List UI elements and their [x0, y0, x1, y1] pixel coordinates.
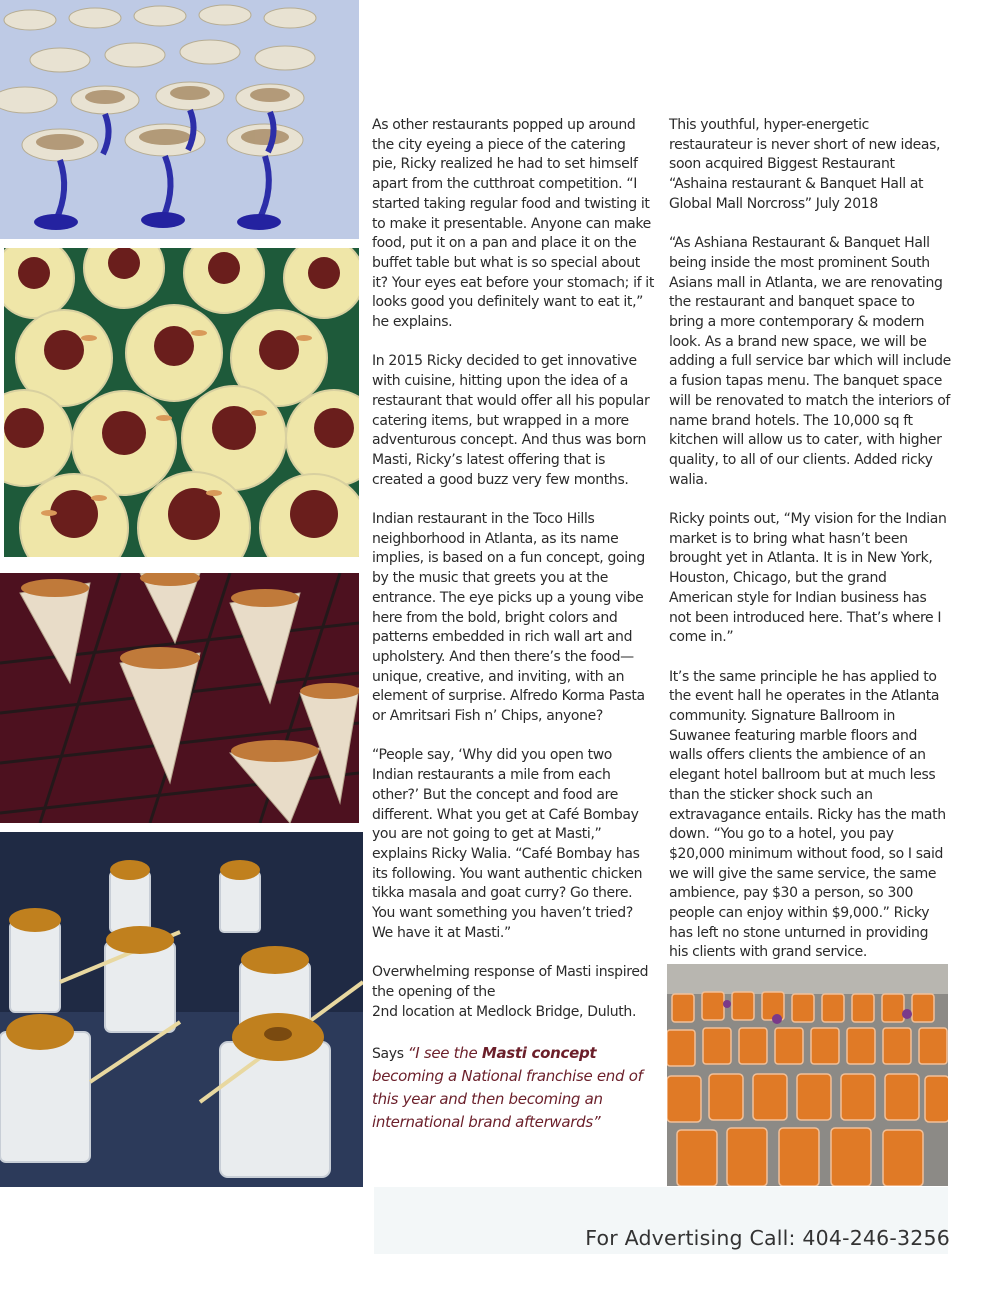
dessert-cups-photo [0, 0, 359, 239]
left-text-column [372, 116, 654, 1154]
right-paragraph-4: It’s the same principle he has applied to the event hall he operates in the Atlanta community. Signature Ballroom in Suwanee featuring marble floors and walls offers clients the ambience of an elegant hotel ballroom but at much less than the sticker shock such an extravagance entails. Ricky has the math down. “You go to a hotel, you pay $20,000 minimum without food, so I said we will give the same service, the same ambience, pay $30 a person, so 300 people can enjoy within $9,000.” Ricky has left no stone unturned in providing his clients with grand service. [669, 668, 946, 961]
quote-paragraph [372, 1042, 654, 1134]
right-paragraph-3: Ricky points out, “My vision for the Indian market is to bring what hasn’t been brought yet in Atlanta. It is in New York, Houston, Chicago, but the grand American style for Indian business has not been introduced here. That’s where I come in.” [669, 511, 947, 646]
right-paragraph-2: “As Ashiana Restaurant & Banquet Hall being inside the most prominent South Asians mall in Atlanta, we are renovating the restaurant and banquet space to bring a more contemporary & modern look. As a brand new space, we will be adding a full service bar which will include a fusion tapas menu. The banquet space will be renovated to match the interiors of name brand hotels. The 10,000 sq ft kitchen will allow us to cater, with higher quality, to all of our clients. Added ricky walia. [669, 235, 951, 488]
skewer-shots-photo [0, 832, 363, 1187]
juice-glasses-photo [667, 964, 948, 1186]
quote-part-a: “I see the [407, 1043, 482, 1062]
left-paragraph-5a: Overwhelming response of Masti inspired the opening of the [372, 964, 649, 1000]
left-paragraph-1: As other restaurants popped up around the city eyeing a piece of the catering pie, Ricky realized he had to set himself apart from the cutthroat competition. “I started taking regular food and twisting it to make it presentable. Anyone can make food, put it on a pan and place it on the buffet table but what is so special about it? Your eyes eat before your stomach; if it looks good you definitely want to eat it,” he explains. [372, 117, 654, 331]
quote-emphasis: Masti concept [481, 1043, 597, 1062]
advertising-call-text: For Advertising Call: 404-246-3256 [585, 1226, 950, 1250]
left-paragraph-4: “People say, ‘Why did you open two Indian restaurants a mile from each other?’ But the concept and food are different. What you get at Café Bombay you are not going to get at Masti,” explains Ricky Walia. “Café Bombay has its following. You want authentic chicken tikka masala and goat curry? Go there. You want something you haven’t tried? We have it at Masti.” [372, 747, 643, 941]
left-paragraph-2: In 2015 Ricky decided to get innovative with cuisine, hitting upon the idea of a restaurant that would offer all his popular catering items, but wrapped in a more adventurous concept. And thus was born Masti, Ricky’s latest offering that is created a good buzz very few months. [372, 353, 650, 488]
gulab-jamun-photo [4, 248, 359, 557]
says-label: Says [372, 1045, 408, 1062]
left-paragraph-3: Indian restaurant in the Toco Hills neighborhood in Atlanta, as its name implies, is based on a fun concept, going by the music that greets you at the entrance. The eye picks up a young vibe here from the bold, bright colors and patterns embedded in rich wall art and upholstery. And then there’s the food—unique, creative, and inviting, with an element of surprise. Alfredo Korma Pasta or Amritsari Fish n’ Chips, anyone? [372, 511, 645, 725]
quote-text [372, 1044, 643, 1131]
quote-part-c: becoming a National franchise end of this year and then becoming an international brand afterwards” [372, 1066, 643, 1131]
right-text-column [669, 116, 951, 983]
snack-cones-photo [0, 573, 359, 823]
left-paragraph-5b: 2nd location at Medlock Bridge, Duluth. [372, 1003, 637, 1020]
right-paragraph-1: This youthful, hyper-energetic restaurateur is never short of new ideas, soon acquired Biggest Restaurant “Ashaina restaurant & Banquet Hall at Global Mall Norcross” July 2018 [669, 117, 941, 212]
left-paragraph-5 [372, 963, 654, 1022]
